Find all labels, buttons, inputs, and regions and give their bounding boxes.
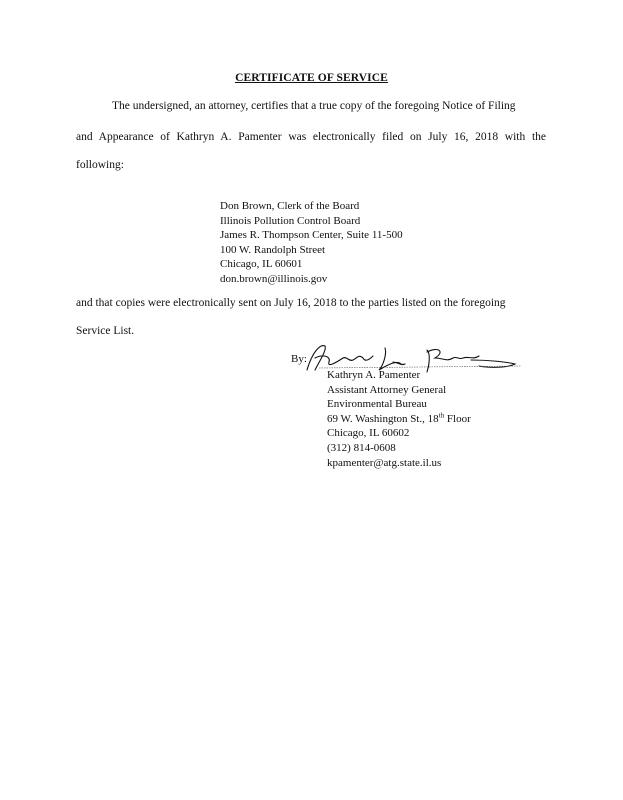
signer-phone: (312) 814-0608 [327, 441, 396, 454]
recipient-email: don.brown@illinois.gov [220, 272, 328, 285]
recipient-name: Don Brown, Clerk of the Board [220, 200, 360, 212]
paragraph-line: following: [76, 159, 124, 171]
signer-title: Assistant Attorney General [327, 383, 447, 396]
signer-bureau: Environmental Bureau [327, 398, 427, 411]
signer-address [327, 412, 471, 427]
signer-email: kpamenter@atg.state.il.us [327, 456, 442, 469]
signer-city: Chicago, IL 60602 [327, 427, 410, 440]
signer-block [327, 368, 471, 470]
signer-address-street: 69 W. Washington St., 18 [327, 412, 439, 425]
signer-address-floor: Floor [444, 412, 471, 425]
paragraph-line: The undersigned, an attorney, certifies that a true copy of the foregoing Notice of Filing [112, 100, 516, 112]
paragraph-line: and that copies were electronically sent on July 16, 2018 to the parties listed on the foregoing [76, 297, 506, 309]
recipient-city: Chicago, IL 60601 [220, 258, 303, 271]
signer-name: Kathryn A. Pamenter [327, 369, 421, 381]
paragraph-line: and Appearance of Kathryn A. Pamenter was electronically filed on July 16, 2018 with the [76, 131, 546, 143]
recipient-address-line: 100 W. Randolph Street [220, 243, 326, 256]
paragraph-line: Service List. [76, 325, 135, 337]
recipient-org: Illinois Pollution Control Board [220, 214, 361, 227]
signer-address-ordinal: th [438, 411, 445, 420]
recipient-address-block [220, 199, 403, 287]
recipient-address-line: James R. Thompson Center, Suite 11-500 [220, 229, 403, 242]
document-title: CERTIFICATE OF SERVICE [235, 72, 388, 84]
by-label: By: [291, 353, 307, 365]
